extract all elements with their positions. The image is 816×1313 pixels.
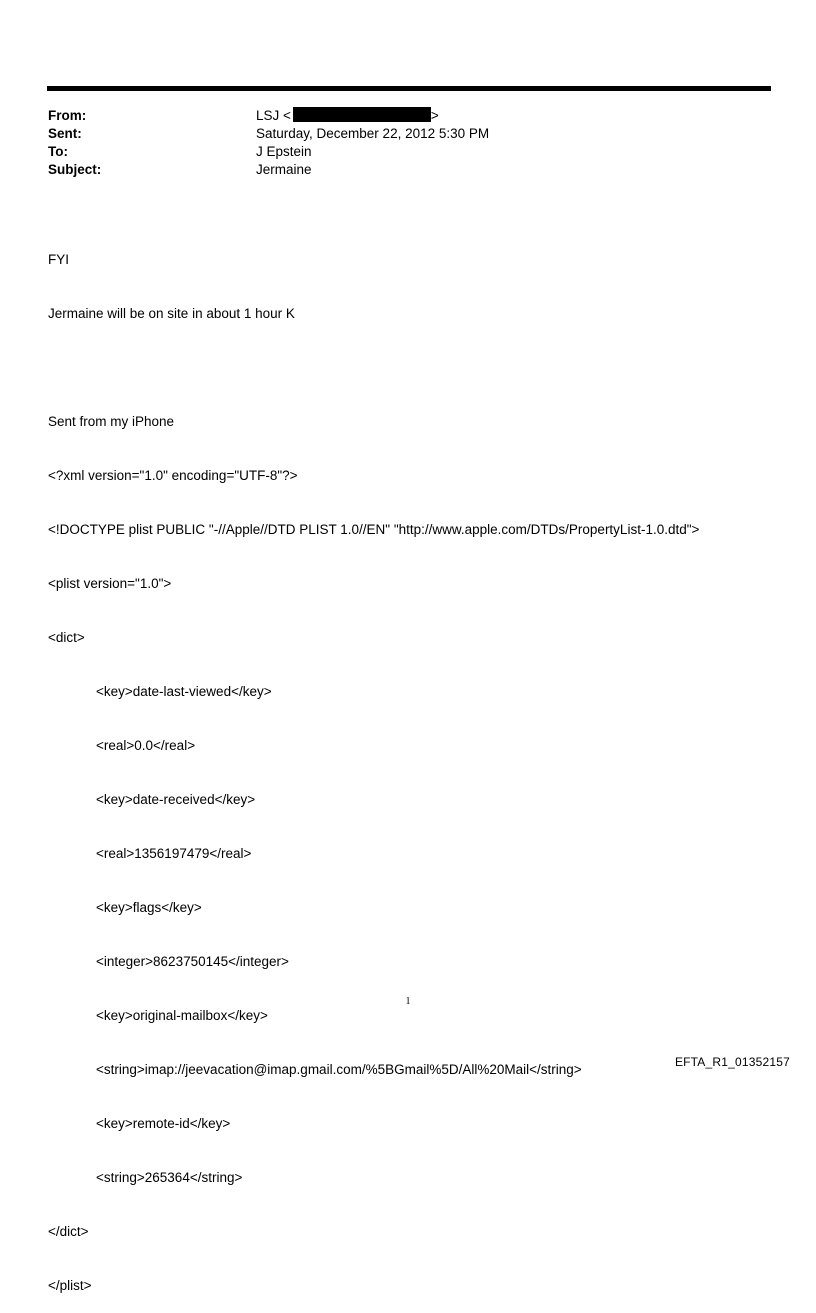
- dict-entry-line: <string>imap://jeevacation@imap.gmail.com/%5BGmail%5D/All%20Mail</string>: [96, 1062, 582, 1077]
- message-line: Jermaine will be on site in about 1 hour K: [48, 306, 295, 321]
- from-sender-close: >: [430, 108, 439, 123]
- sent-label: Sent:: [48, 126, 82, 141]
- sent-row: [48, 125, 489, 143]
- subject-row: [48, 161, 489, 179]
- to-value: J Epstein: [256, 144, 312, 159]
- xml-declaration: <?xml version="1.0" encoding="UTF-8"?>: [48, 468, 298, 483]
- from-row: [48, 107, 489, 125]
- greeting-line: FYI: [48, 252, 70, 267]
- dict-entry-line: <key>date-last-viewed</key>: [96, 684, 272, 699]
- blank-line: [48, 359, 699, 377]
- sent-value: Saturday, December 22, 2012 5:30 PM: [256, 126, 490, 141]
- from-sender-name: LSJ <: [256, 108, 291, 123]
- dict-entry-line: <key>original-mailbox</key>: [96, 1008, 268, 1023]
- from-value: [256, 107, 439, 125]
- email-body: [48, 215, 699, 1313]
- dict-open-line: <dict>: [48, 630, 85, 645]
- dict-entry-line: <string>265364</string>: [96, 1170, 243, 1185]
- dict-entry-line: <real>1356197479</real>: [96, 846, 252, 861]
- plist-open-line: <plist version="1.0">: [48, 576, 172, 591]
- email-header: [48, 107, 489, 179]
- redaction-box: [293, 107, 431, 122]
- dict-entry-line: <key>date-received</key>: [96, 792, 256, 807]
- page-number: 1: [405, 996, 411, 1007]
- subject-label: Subject:: [48, 162, 102, 177]
- dict-entry-line: <key>flags</key>: [96, 900, 202, 915]
- header-divider: [47, 86, 771, 91]
- dict-close-line: </dict>: [48, 1224, 89, 1239]
- dict-entry-line: <key>remote-id</key>: [96, 1116, 231, 1131]
- plist-close-line: </plist>: [48, 1278, 92, 1293]
- doctype-line: <!DOCTYPE plist PUBLIC "-//Apple//DTD PLIST 1.0//EN" "http://www.apple.com/DTDs/PropertyList-1.0.dtd">: [48, 522, 700, 537]
- to-label: To:: [48, 144, 68, 159]
- to-row: [48, 143, 489, 161]
- bates-number: EFTA_R1_01352157: [674, 1055, 790, 1069]
- subject-value: Jermaine: [256, 162, 312, 177]
- signature-line: Sent from my iPhone: [48, 414, 175, 429]
- dict-entry-line: <integer>8623750145</integer>: [96, 954, 289, 969]
- dict-entry-line: <real>0.0</real>: [96, 738, 196, 753]
- from-label: From:: [48, 108, 87, 123]
